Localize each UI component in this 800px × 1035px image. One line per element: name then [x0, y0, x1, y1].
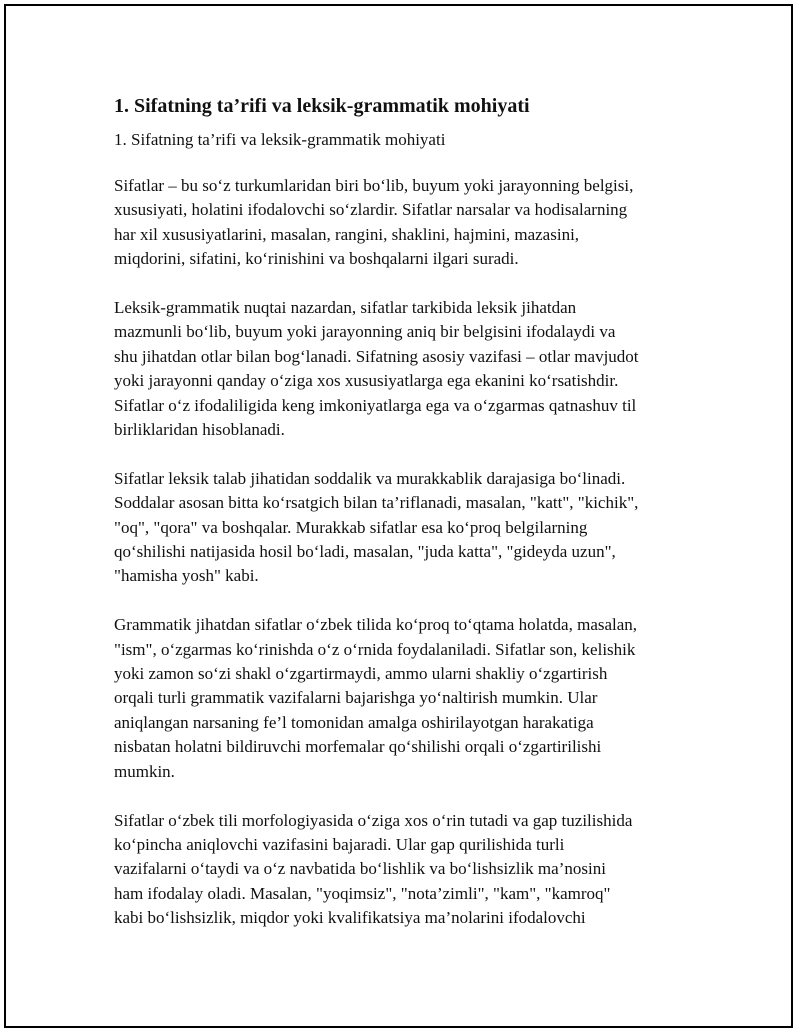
- text-line: mazmunli bo‘lib, buyum yoki jarayonning aniq bir belgisini ifodalaydi va: [114, 322, 616, 342]
- text-line: qo‘shilishi natijasida hosil bo‘ladi, masalan, "juda katta", "gideyda uzun",: [114, 542, 616, 562]
- text-line: ham ifodalay oladi. Masalan, "yoqimsiz", "nota’zimli", "kam", "kamroq": [114, 883, 611, 903]
- paragraph-3: [114, 467, 694, 589]
- text-line: Sifatlar – bu so‘z turkumlaridan biri bo‘lib, buyum yoki jarayonning belgisi,: [114, 176, 634, 195]
- text-line: "ism", o‘zgarmas ko‘rinishda o‘z o‘rnida foydalaniladi. Sifatlar son, kelishik: [114, 639, 636, 659]
- document-body: [114, 93, 694, 955]
- text-line: Sifatlar leksik talab jihatidan soddalik va murakkablik darajasiga bo‘linadi.: [114, 468, 626, 488]
- text-line: yoki zamon so‘zi shakl o‘zgartirmaydi, ammo ularni shakliy o‘zgartirish: [114, 664, 608, 684]
- paragraph-1: [114, 174, 694, 272]
- text-line: shu jihatdan otlar bilan bog‘lanadi. Sifatning asosiy vazifasi – otlar mavjudot: [114, 346, 639, 366]
- document-subheading: 1. Sifatning ta’rifi va leksik-grammatik mohiyati: [114, 130, 446, 149]
- paragraph-5: [114, 809, 694, 931]
- text-line: vazifalarni o‘taydi va o‘z navbatida bo‘lishlik va bo‘lishsizlik ma’nosini: [114, 859, 606, 879]
- text-line: miqdorini, sifatini, ko‘rinishini va boshqalarni ilgari suradi.: [114, 249, 519, 269]
- text-line: birliklaridan hisoblanadi.: [114, 420, 285, 440]
- text-line: yoki jarayonni qanday o‘ziga xos xususiyatlarga ega ekanini ko‘rsatishdir.: [114, 371, 619, 391]
- text-line: har xil xususiyatlarini, masalan, rangini, shaklini, hajmini, mazasini,: [114, 224, 580, 244]
- text-line: "hamisha yosh" kabi.: [114, 566, 259, 586]
- paragraph-4: [114, 613, 694, 784]
- text-line: Leksik-grammatik nuqtai nazardan, sifatlar tarkibida leksik jihatdan: [114, 298, 577, 318]
- text-line: nisbatan holatni bildiruvchi morfemalar qo‘shilishi orqali o‘zgartirilishi: [114, 737, 602, 757]
- text-line: Sifatlar o‘z ifodaliligida keng imkoniyatlarga ega va o‘zgarmas qatnashuv til: [114, 395, 637, 415]
- document-heading: 1. Sifatning ta’rifi va leksik-grammatik mohiyati: [114, 95, 530, 117]
- text-line: mumkin.: [114, 761, 175, 781]
- text-line: xususiyati, holatini ifodalovchi so‘zlardir. Sifatlar narsalar va hodisalarning: [114, 200, 628, 220]
- text-line: Grammatik jihatdan sifatlar o‘zbek tilida ko‘proq to‘qtama holatda, masalan,: [114, 615, 638, 635]
- text-line: ko‘pincha aniqlovchi vazifasini bajaradi. Ular gap qurilishida turli: [114, 834, 565, 854]
- paragraph-2: [114, 296, 694, 442]
- text-line: Sifatlar o‘zbek tili morfologiyasida o‘ziga xos o‘rin tutadi va gap tuzilishida: [114, 810, 633, 830]
- text-line: aniqlangan narsaning fe’l tomonidan amalga oshirilayotgan harakatiga: [114, 712, 594, 732]
- text-line: kabi bo‘lishsizlik, miqdor yoki kvalifikatsiya ma’nolarini ifodalovchi: [114, 908, 586, 928]
- text-line: "oq", "qora" va boshqalar. Murakkab sifatlar esa ko‘proq belgilarning: [114, 517, 588, 537]
- text-line: orqali turli grammatik vazifalarni bajarishga yo‘naltirish mumkin. Ular: [114, 688, 598, 708]
- text-line: Soddalar asosan bitta ko‘rsatgich bilan ta’riflanadi, masalan, "katt", "kichik",: [114, 493, 639, 513]
